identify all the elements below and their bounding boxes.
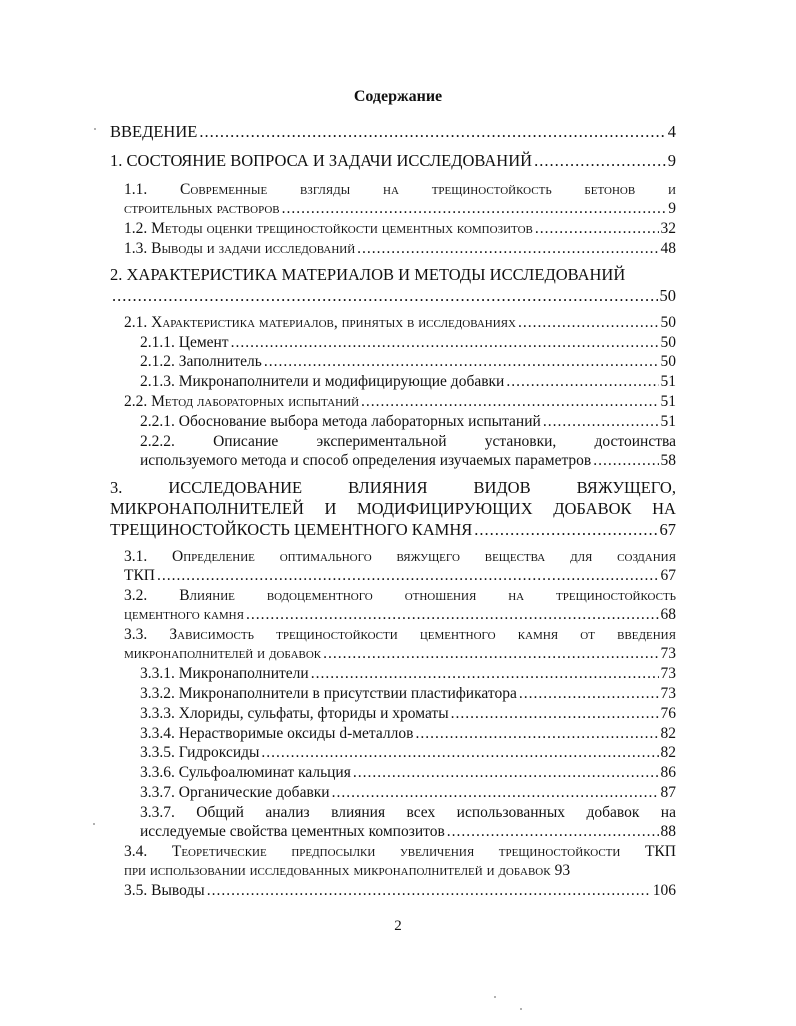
toc-entry[interactable]: при использовании исследованных микронаполнителей и добавок 93 xyxy=(124,862,571,879)
toc-entry[interactable]: микронаполнителей и добавок ..... 73 xyxy=(124,644,676,664)
toc-entry-line1[interactable]: 2.2.2. Описание экспериментальной установки, достоинства xyxy=(140,433,676,450)
toc-entry[interactable]: 1.3. Выводы и задачи исследований ..... 48 xyxy=(124,239,676,259)
toc-entry-line1[interactable]: 3.3. Зависимость трещиностойкости цементного камня от введения xyxy=(124,626,676,643)
toc-entry[interactable]: 1.2. Методы оценки трещиностойкости цементных композитов ..... 32 xyxy=(124,219,676,239)
toc-entry-line1[interactable]: 2. ХАРАКТЕРИСТИКА МАТЕРИАЛОВ И МЕТОДЫ ИССЛЕДОВАНИЙ xyxy=(110,265,626,284)
toc-entry-line1[interactable]: 3.1. Определение оптимального вяжущего вещества для создания xyxy=(124,548,676,565)
toc-entry[interactable]: 3.3.6. Сульфоалюминат кальция ..... 86 xyxy=(140,763,676,783)
toc-entry[interactable]: 3.3.5. Гидроксиды ..... 82 xyxy=(140,743,676,763)
toc-entry[interactable]: строительных растворов ..... 9 xyxy=(124,199,676,219)
toc-entry-line1[interactable]: 3.4. Теоретические предпосылки увеличения трещиностойкости ТКП xyxy=(124,843,676,860)
toc-entry[interactable]: 3.5. Выводы ..... 106 xyxy=(124,881,676,901)
toc-entry-line1[interactable]: 3.2. Влияние водоцементного отношения на трещиностойкость xyxy=(124,587,676,604)
toc-entry[interactable]: 3.3.2. Микронаполнители в присутствии пластификатора ..... 73 xyxy=(140,684,676,704)
toc-entry[interactable]: ВВЕДЕНИЕ ..... 4 xyxy=(110,122,676,142)
toc-entry[interactable]: используемого метода и способ определения изучаемых параметров ..... 58 xyxy=(140,451,676,471)
toc-entry-line1[interactable]: 3. ИССЛЕДОВАНИЕ ВЛИЯНИЯ ВИДОВ ВЯЖУЩЕГО, xyxy=(110,478,676,497)
toc-entry[interactable]: 3.3.4. Нерастворимые оксиды d-металлов ..... 82 xyxy=(140,724,676,744)
toc-entry[interactable]: 3.3.7. Органические добавки ..... 87 xyxy=(140,783,676,803)
toc-entry[interactable]: цементного камня ..... 68 xyxy=(124,605,676,625)
scan-speck xyxy=(494,996,496,998)
scan-speck xyxy=(520,1008,522,1010)
toc-entry[interactable]: 2.2. Метод лабораторных испытаний ..... 51 xyxy=(124,392,676,412)
scan-speck xyxy=(94,128,96,130)
toc-entry-line2[interactable]: МИКРОНАПОЛНИТЕЛЕЙ И МОДИФИЦИРУЮЩИХ ДОБАВОК НА xyxy=(110,499,676,518)
toc-entry[interactable]: ТКП ..... 67 xyxy=(124,566,676,586)
toc-entry[interactable]: 2.1.3. Микронаполнители и модифицирующие добавки ..... 51 xyxy=(140,372,676,392)
toc-entry[interactable]: 2.1.1. Цемент ..... 50 xyxy=(140,333,676,353)
toc-entry[interactable]: исследуемые свойства цементных композитов ..... 88 xyxy=(140,822,676,842)
toc-entry[interactable]: 3.3.3. Хлориды, сульфаты, фториды и хроматы ..... 76 xyxy=(140,704,676,724)
toc-entry[interactable]: 3.3.1. Микронаполнители ..... 73 xyxy=(140,664,676,684)
toc-entry[interactable]: 2.2.1. Обоснование выбора метода лабораторных испытаний ..... 51 xyxy=(140,412,676,432)
toc-entry[interactable]: 2.1. Характеристика материалов, принятых в исследованиях ..... 50 xyxy=(124,313,676,333)
toc-title: Содержание xyxy=(353,88,443,105)
toc-entry[interactable]: ..... 50 xyxy=(110,286,676,306)
toc-entry-line1[interactable]: 1.1. Современные взгляды на трещиностойкость бетонов и xyxy=(124,181,676,198)
toc-entry[interactable]: 2.1.2. Заполнитель ..... 50 xyxy=(140,352,676,372)
toc-entry[interactable]: 1. СОСТОЯНИЕ ВОПРОСА И ЗАДАЧИ ИССЛЕДОВАНИЙ ..... 9 xyxy=(110,151,676,171)
page-number: 2 xyxy=(394,918,402,934)
toc-entry-line1[interactable]: 3.3.7. Общий анализ влияния всех использованных добавок на xyxy=(140,804,676,821)
scan-speck xyxy=(93,823,95,825)
toc-entry[interactable]: ТРЕЩИНОСТОЙКОСТЬ ЦЕМЕНТНОГО КАМНЯ ..... 67 xyxy=(110,520,676,540)
